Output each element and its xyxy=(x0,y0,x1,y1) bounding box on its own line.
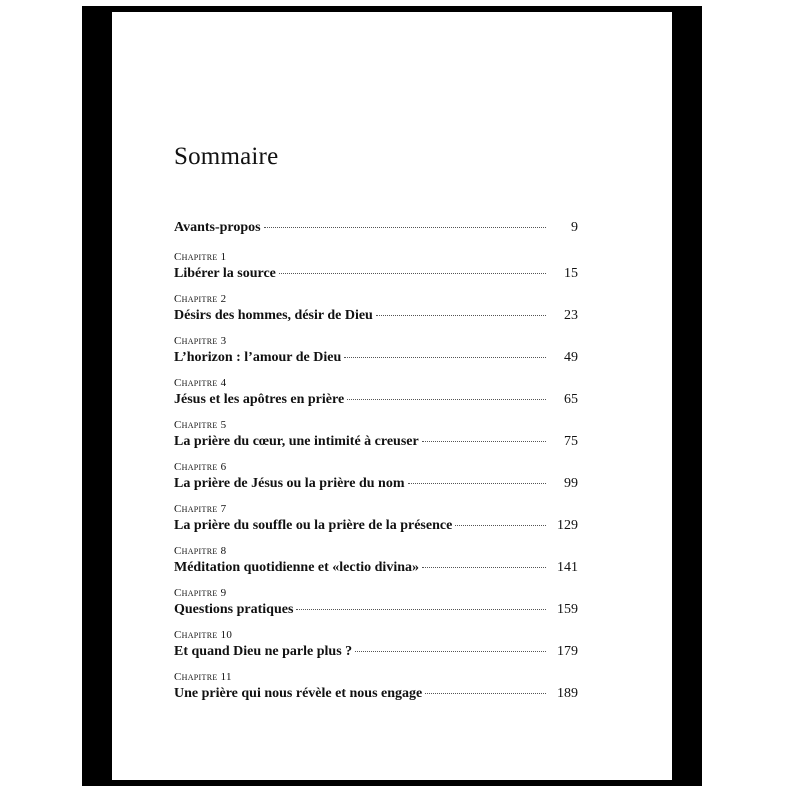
toc-row xyxy=(174,390,578,410)
entry-title: Désirs des hommes, désir de Dieu xyxy=(174,308,373,323)
toc-row xyxy=(174,642,578,662)
dot-leader xyxy=(422,440,546,442)
toc-entry xyxy=(174,460,578,494)
page-number: 49 xyxy=(564,350,578,365)
dot-leader xyxy=(279,272,546,274)
entry-title: La prière de Jésus ou la prière du nom xyxy=(174,476,405,491)
chapter-label: Chapitre 1 xyxy=(174,251,227,263)
toc-entry xyxy=(174,250,578,284)
dot-leader xyxy=(422,566,546,568)
chapter-label: Chapitre 9 xyxy=(174,587,227,599)
toc-row xyxy=(174,432,578,452)
dot-leader xyxy=(264,226,546,228)
entry-title: Méditation quotidienne et «lectio divina» xyxy=(174,560,419,575)
dot-leader xyxy=(425,692,546,694)
page-number: 9 xyxy=(571,220,578,235)
page-number: 23 xyxy=(564,308,578,323)
toc-entry xyxy=(174,502,578,536)
dot-leader xyxy=(376,314,546,316)
page-number: 75 xyxy=(564,434,578,449)
page-number: 129 xyxy=(557,518,578,533)
dot-leader xyxy=(355,650,546,652)
page-number: 65 xyxy=(564,392,578,407)
toc-row xyxy=(174,684,578,704)
toc-row xyxy=(174,218,578,238)
toc-entry xyxy=(174,544,578,578)
page-number: 189 xyxy=(557,686,578,701)
chapter-label: Chapitre 10 xyxy=(174,629,233,641)
table-of-contents xyxy=(174,218,578,712)
entry-title: L’horizon : l’amour de Dieu xyxy=(174,350,342,365)
entry-title: La prière du souffle ou la prière de la présence xyxy=(174,518,453,533)
entry-title: La prière du cœur, une intimité à creuser xyxy=(174,434,419,449)
entry-title: Avants-propos xyxy=(174,220,261,235)
page-number: 141 xyxy=(557,560,578,575)
toc-entry xyxy=(174,586,578,620)
page-number: 179 xyxy=(557,644,578,659)
chapter-label: Chapitre 11 xyxy=(174,671,232,683)
toc-row xyxy=(174,600,578,620)
dot-leader xyxy=(347,398,546,400)
chapter-label: Chapitre 8 xyxy=(174,545,227,557)
dot-leader xyxy=(296,608,546,610)
page-number: 159 xyxy=(557,602,578,617)
toc-row xyxy=(174,516,578,536)
page-number: 15 xyxy=(564,266,578,281)
chapter-label: Chapitre 7 xyxy=(174,503,227,515)
toc-row xyxy=(174,264,578,284)
page-title: Sommaire xyxy=(174,143,279,170)
entry-title: Et quand Dieu ne parle plus ? xyxy=(174,644,353,659)
toc-entry xyxy=(174,376,578,410)
toc-entry xyxy=(174,292,578,326)
chapter-label: Chapitre 3 xyxy=(174,335,227,347)
entry-title: Questions pratiques xyxy=(174,602,294,617)
dot-leader xyxy=(455,524,546,526)
chapter-label: Chapitre 5 xyxy=(174,419,227,431)
entry-title: Libérer la source xyxy=(174,266,276,281)
toc-row xyxy=(174,348,578,368)
chapter-label: Chapitre 2 xyxy=(174,293,227,305)
entry-title: Jésus et les apôtres en prière xyxy=(174,392,345,407)
dot-leader xyxy=(344,356,546,358)
dot-leader xyxy=(408,482,547,484)
toc-entry xyxy=(174,628,578,662)
toc-entry xyxy=(174,218,578,238)
toc-row xyxy=(174,474,578,494)
toc-row xyxy=(174,306,578,326)
toc-entry xyxy=(174,334,578,368)
toc-row xyxy=(174,558,578,578)
page-number: 99 xyxy=(564,476,578,491)
chapter-label: Chapitre 4 xyxy=(174,377,227,389)
toc-entry xyxy=(174,670,578,704)
chapter-label: Chapitre 6 xyxy=(174,461,227,473)
entry-title: Une prière qui nous révèle et nous engage xyxy=(174,686,423,701)
toc-entry xyxy=(174,418,578,452)
